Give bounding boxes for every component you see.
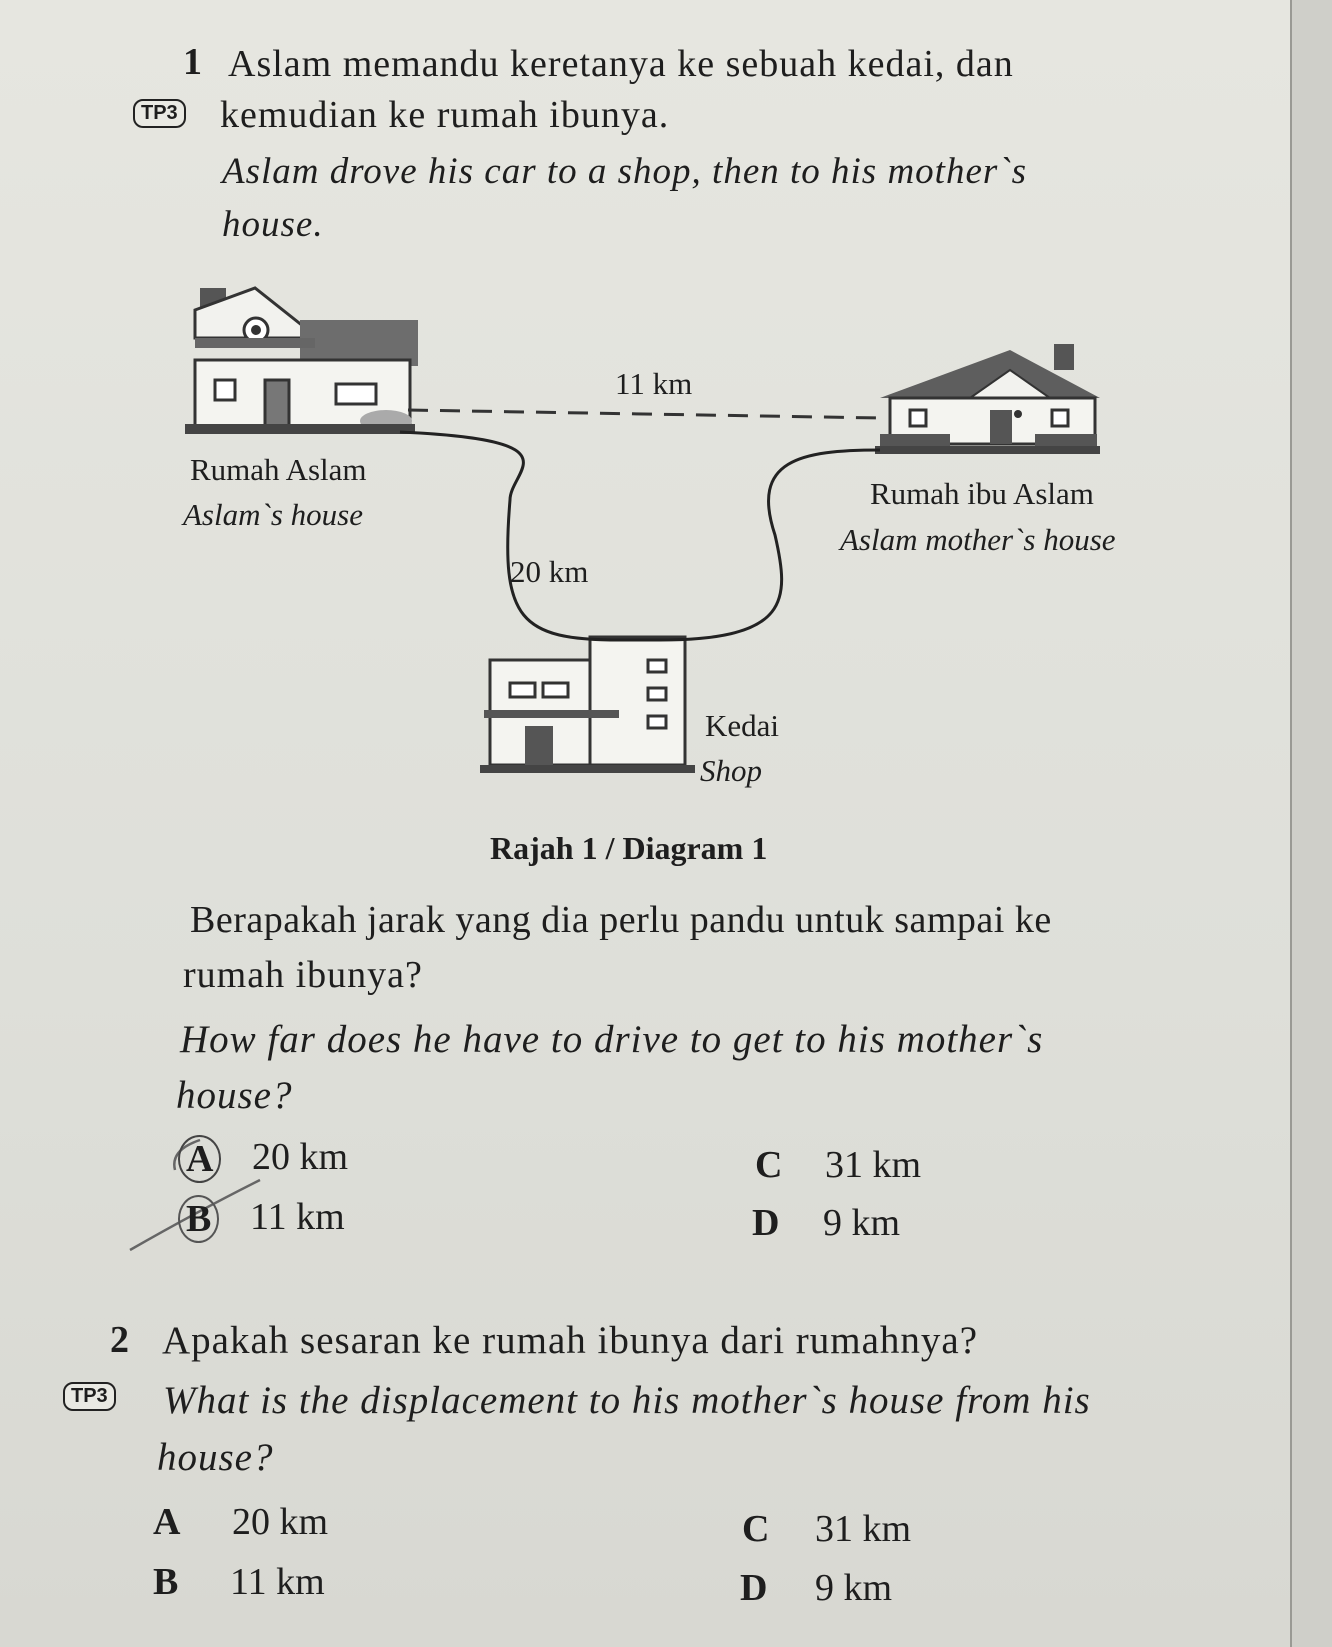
- option-letter: A: [178, 1135, 221, 1183]
- question-1-malay-line-2: kemudian ke rumah ibunya.: [220, 94, 670, 136]
- distance-path-label: 20 km: [510, 554, 589, 589]
- question-1-prompt-english-line-2: house?: [176, 1074, 293, 1117]
- option-letter: A: [153, 1501, 181, 1543]
- question-2-tp-badge: TP3: [63, 1382, 116, 1411]
- question-2-number: 2: [110, 1319, 129, 1361]
- question-1-number: 1: [183, 41, 202, 83]
- option-value: 9 km: [815, 1567, 893, 1609]
- displacement-dashed-line: [408, 410, 880, 418]
- option-value: 11 km: [230, 1561, 325, 1603]
- shop-icon: [480, 637, 695, 773]
- mother-house-icon: [875, 344, 1100, 454]
- option-letter: C: [755, 1144, 783, 1186]
- question-2-malay-line-1: Apakah sesaran ke rumah ibunya dari rumahnya?: [162, 1319, 979, 1362]
- option-value: 20 km: [232, 1501, 329, 1543]
- question-2-english-line-1: What is the displacement to his mother`s house from his: [163, 1379, 1091, 1422]
- mother-house-label-english: Aslam mother`s house: [840, 522, 1116, 557]
- question-1-english-line-1: Aslam drove his car to a shop, then to his mother`s: [222, 151, 1028, 192]
- option-letter: B: [153, 1561, 179, 1603]
- shop-label-malay: Kedai: [705, 708, 780, 743]
- question-1-prompt-english-line-1: How far does he have to drive to get to his mother`s: [180, 1018, 1044, 1061]
- option-letter: C: [742, 1508, 770, 1550]
- option-letter: B: [178, 1195, 219, 1243]
- option-value: 31 km: [825, 1144, 922, 1186]
- mother-house-label-malay: Rumah ibu Aslam: [870, 476, 1094, 511]
- question-1-tp-badge: TP3: [133, 99, 186, 128]
- option-value: 31 km: [815, 1508, 912, 1550]
- question-1-malay-line-1: Aslam memandu keretanya ke sebuah kedai, dan: [228, 43, 1014, 85]
- question-2-english-line-2: house?: [157, 1436, 274, 1479]
- aslam-house-icon: [185, 288, 418, 434]
- distance-top-label: 11 km: [615, 366, 693, 401]
- option-letter: D: [752, 1202, 780, 1244]
- driving-path-line: [400, 432, 880, 640]
- shop-label-english: Shop: [700, 753, 762, 788]
- option-value: 20 km: [252, 1136, 349, 1178]
- home-label-english: Aslam`s house: [183, 497, 363, 532]
- diagram-caption: Rajah 1 / Diagram 1: [490, 830, 768, 866]
- page-edge: [1290, 0, 1332, 1647]
- question-1-english-line-2: house.: [222, 204, 324, 245]
- question-1-prompt-malay-line-1: Berapakah jarak yang dia perlu pandu untuk sampai ke: [190, 899, 1052, 941]
- option-letter: D: [740, 1567, 768, 1609]
- option-value: 9 km: [823, 1202, 901, 1244]
- question-1-prompt-malay-line-2: rumah ibunya?: [183, 954, 423, 996]
- home-label-malay: Rumah Aslam: [190, 452, 367, 487]
- option-value: 11 km: [250, 1196, 345, 1238]
